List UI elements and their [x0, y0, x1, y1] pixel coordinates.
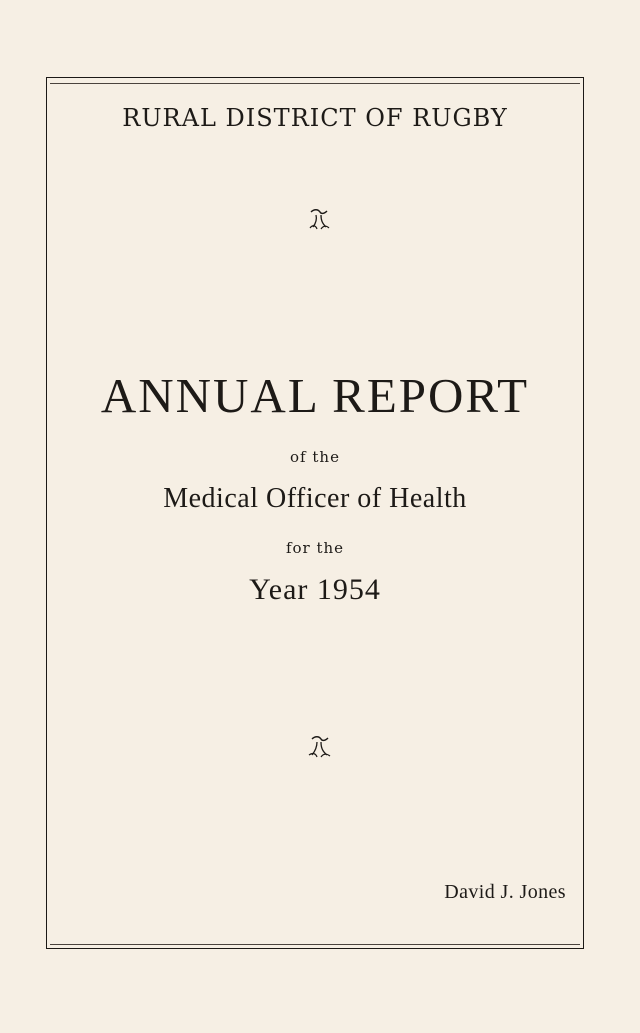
bottom-rule: [50, 944, 580, 945]
district-header: RURAL DISTRICT OF RUGBY: [122, 104, 508, 132]
floral-ornament-icon: [305, 734, 333, 762]
floral-ornament-icon: [305, 206, 333, 234]
subtitle: Medical Officer of Health: [163, 483, 467, 514]
top-rule: [50, 83, 580, 84]
for-the-text: for the: [285, 539, 345, 557]
of-the-text: of the: [290, 448, 340, 466]
year-line: Year 1954: [249, 573, 381, 606]
main-title: ANNUAL REPORT: [100, 368, 530, 423]
author-name: David J. Jones: [444, 881, 566, 903]
